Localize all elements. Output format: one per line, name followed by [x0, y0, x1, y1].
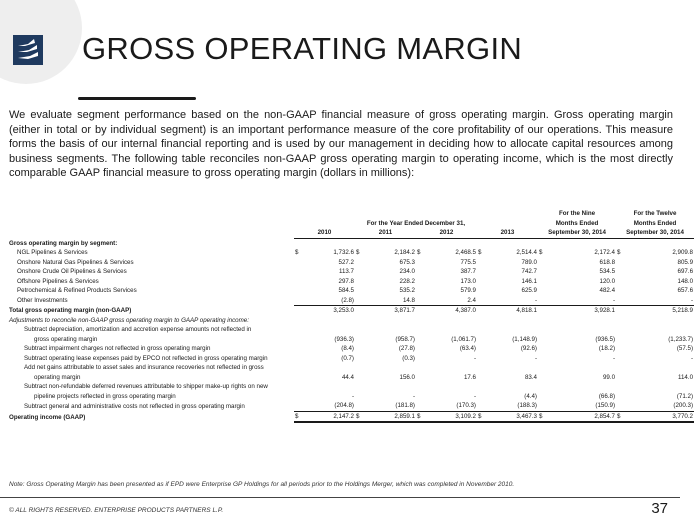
table-cell: (1,061.7)	[451, 335, 476, 343]
table-cell: -	[351, 392, 354, 400]
table-cell: (4.4)	[524, 392, 537, 400]
header-year-ended: For the Year Ended December 31,	[366, 219, 466, 227]
currency-symbol: $	[295, 249, 299, 256]
table-cell: 2,854.7	[546, 411, 616, 422]
table-cell: (170.3)	[424, 401, 477, 411]
table-cell: (57.5)	[676, 345, 694, 352]
table-cell: 534.5	[599, 268, 616, 275]
table-cell: 535.2	[399, 287, 415, 294]
table-cell: 44.4	[341, 373, 354, 381]
row-label: Onshore Crude Oil Pipelines & Services	[17, 268, 127, 275]
table-cell: -	[412, 392, 415, 400]
table-cell: -	[473, 354, 476, 362]
enterprise-logo-icon	[13, 35, 43, 65]
currency-symbol: $	[616, 411, 624, 422]
table-row	[8, 335, 694, 345]
header-twelve-months-top: For the Twelve	[633, 210, 677, 217]
table-cell: 1,732.6	[333, 249, 354, 256]
table-cell: (1,148.9)	[512, 335, 537, 343]
row-label: Onshore Natural Gas Pipelines & Services	[17, 258, 134, 266]
table-row	[8, 392, 694, 402]
table-cell: 14.8	[363, 296, 416, 306]
currency-symbol: $	[478, 249, 482, 256]
table-cell: 3,109.2	[424, 411, 477, 422]
table-cell: 3,871.7	[394, 307, 415, 314]
table-cell: 297.8	[338, 277, 354, 285]
table-cell: -	[473, 392, 476, 400]
currency-symbol: $	[477, 411, 485, 422]
currency-symbol: $	[355, 411, 363, 422]
table-row	[8, 354, 694, 364]
table-cell: 697.6	[677, 268, 694, 275]
footer-divider	[0, 497, 680, 498]
table-cell: 657.6	[677, 287, 694, 294]
table-cell: 2.4	[424, 296, 477, 306]
table-cell: (71.2)	[676, 392, 694, 400]
row-label: gross operating margin	[34, 335, 98, 343]
row-label: Subtract operating lease expenses paid by EPCO not reflected in gross operating margin	[24, 354, 268, 362]
table-cell: (181.8)	[363, 401, 416, 411]
table-cell: 625.9	[521, 287, 537, 294]
table-cell: (27.8)	[398, 345, 415, 352]
row-label: Operating income (GAAP)	[9, 413, 86, 421]
table-cell: 3,770.2	[624, 411, 694, 422]
section-label: Gross operating margin by segment:	[9, 239, 118, 247]
table-cell: 113.7	[338, 268, 354, 275]
table-cell: (0.3)	[402, 354, 415, 362]
table-cell: 3,253.0	[333, 307, 354, 314]
table-cell: (150.9)	[546, 401, 616, 411]
title-underline	[78, 97, 196, 100]
column-header: September 30, 2014	[538, 228, 616, 238]
table-cell: 2,514.4	[516, 249, 537, 256]
table-row	[8, 344, 694, 354]
table-cell: (188.3)	[485, 401, 538, 411]
table-row	[8, 382, 694, 392]
intro-paragraph: We evaluate segment performance based on the non-GAAP financial measure of gross operating margin. Gross operating margin (either in total or by individual segment) is an important performance measure of the core profitability of our operations. This measure forms the basis of our internal financial reporting and is used by our management in deciding how to allocate capital resources among business segments. The following table reconciles non-GAAP gross operating margin to operating income, which is the most directly comparable GAAP financial measure to gross operating margin (dollars in millions):	[9, 109, 673, 179]
currency-symbol: $	[294, 411, 302, 422]
table-cell: 3,928.1	[594, 307, 616, 314]
column-header: 2013	[477, 228, 538, 238]
table-cell: 387.7	[460, 268, 476, 275]
table-cell: -	[690, 354, 694, 362]
column-header: 2010	[294, 228, 355, 238]
table-cell: (958.7)	[395, 335, 415, 343]
header-nine-months-mid: Months Ended	[555, 219, 599, 227]
table-row	[8, 248, 694, 258]
table-cell: 579.9	[460, 287, 476, 294]
table-row	[8, 286, 694, 296]
table-row	[8, 258, 694, 268]
header-nine-months-top: For the Nine	[558, 210, 596, 217]
table-cell: 146.1	[521, 277, 537, 285]
page-number: 37	[651, 500, 668, 517]
table-cell: 99.0	[602, 373, 616, 381]
table-row	[8, 373, 694, 383]
table-cell: (63.4)	[459, 345, 476, 352]
table-cell: (1,233.7)	[668, 335, 694, 343]
table-cell: 618.8	[599, 258, 616, 266]
table-cell: (2.8)	[302, 296, 355, 306]
row-label: Subtract general and administrative costs not reflected in gross operating margin	[24, 402, 245, 410]
table-cell: (18.2)	[598, 345, 616, 352]
table-cell: (92.6)	[520, 345, 537, 352]
header-row-mid	[8, 219, 694, 229]
table-cell: 83.4	[524, 373, 537, 381]
section-label: Adjustments to reconcile non-GAAP gross operating margin to GAAP operating income:	[9, 316, 249, 324]
table-cell: 584.5	[338, 287, 354, 294]
header-twelve-months-mid: Months Ended	[633, 219, 677, 227]
header-row-top	[8, 209, 694, 219]
table-cell: (204.8)	[302, 401, 355, 411]
row-label: Add net gains attributable to asset sales and insurance recoveries not reflected in gross	[24, 364, 264, 371]
table-cell: 2,184.2	[394, 249, 415, 256]
table-row	[8, 296, 694, 306]
table-cell: 5,218.9	[672, 307, 694, 314]
table-cell: 2,859.1	[363, 411, 416, 422]
table-cell: (66.8)	[598, 392, 616, 400]
row-label: operating margin	[34, 373, 81, 381]
table-row	[8, 363, 694, 373]
currency-symbol: $	[417, 249, 421, 256]
table-cell: (200.3)	[624, 401, 694, 411]
table-cell: 675.3	[399, 258, 415, 266]
table-cell: 3,467.3	[485, 411, 538, 422]
table-cell: (0.7)	[341, 354, 354, 362]
table-cell: 805.9	[677, 258, 694, 266]
table-cell: -	[546, 296, 616, 306]
row-label: Total gross operating margin (non-GAAP)	[9, 307, 132, 314]
table-cell: 742.7	[521, 268, 537, 275]
row-label: NGL Pipelines & Services	[17, 249, 88, 256]
row-label: pipeline projects reflected in gross operating margin	[34, 392, 176, 400]
table-cell: 527.2	[338, 258, 354, 266]
currency-symbol: $	[617, 249, 621, 256]
table-cell: 120.0	[599, 277, 616, 285]
table-cell: 173.0	[460, 277, 476, 285]
total-row	[8, 306, 694, 316]
row-label: Subtract depreciation, amortization and accretion expense amounts not reflected in	[24, 326, 252, 333]
page-title: GROSS OPERATING MARGIN	[82, 31, 523, 66]
row-label: Subtract non-refundable deferred revenues attributable to shipper make-up rights on new	[24, 383, 268, 390]
row-label: Offshore Pipelines & Services	[17, 277, 99, 285]
table-cell: -	[485, 296, 538, 306]
table-cell: 2,172.4	[594, 249, 616, 256]
row-label: Petrochemical & Refined Products Services	[17, 287, 137, 294]
table-row	[8, 277, 694, 287]
table-cell: -	[612, 354, 616, 362]
currency-symbol: $	[416, 411, 424, 422]
section-row-adjustments	[8, 316, 694, 326]
row-label: Other Investments	[17, 297, 68, 304]
table-cell: 156.0	[399, 373, 415, 381]
table-row	[8, 267, 694, 277]
table-row	[8, 325, 694, 335]
row-label: Subtract impairment charges not reflected in gross operating margin	[24, 345, 211, 352]
table-cell: 17.6	[463, 373, 476, 381]
table-cell: 234.0	[399, 268, 415, 275]
column-header: September 30, 2014	[616, 228, 694, 238]
table-cell: 148.0	[677, 277, 694, 285]
table-cell: (8.4)	[341, 345, 354, 352]
table-cell: 228.2	[399, 277, 415, 285]
table-cell: 4,818.1	[516, 307, 537, 314]
table-cell: 2,909.8	[672, 249, 694, 256]
table-row	[8, 401, 694, 411]
currency-symbol: $	[356, 249, 360, 256]
section-row-segments	[8, 238, 694, 248]
table-cell: -	[534, 354, 537, 362]
column-header: 2011	[355, 228, 416, 238]
table-cell: 775.5	[460, 258, 476, 266]
table-cell: 2,147.2	[302, 411, 355, 422]
header-row-columns	[8, 228, 694, 238]
table-cell: 789.0	[521, 258, 537, 266]
operating-income-row	[8, 411, 694, 422]
table-cell: (936.5)	[595, 335, 616, 343]
copyright-text: © ALL RIGHTS RESERVED. ENTERPRISE PRODUCTS PARTNERS L.P.	[9, 507, 224, 514]
footnote: Note: Gross Operating Margin has been presented as if EPD were Enterprise GP Holdings for all periods prior to the Holdings Merger, which was completed in November 2010.	[9, 481, 515, 488]
currency-symbol: $	[539, 249, 543, 256]
column-header: 2012	[416, 228, 477, 238]
gross-operating-margin-table	[8, 209, 694, 423]
table-cell: 114.0	[677, 373, 694, 381]
table-cell: (936.3)	[334, 335, 354, 343]
table-cell: -	[624, 296, 694, 306]
currency-symbol: $	[538, 411, 546, 422]
table-cell: 482.4	[599, 287, 616, 294]
table-cell: 4,387.0	[455, 307, 476, 314]
table-cell: 2,468.5	[455, 249, 476, 256]
